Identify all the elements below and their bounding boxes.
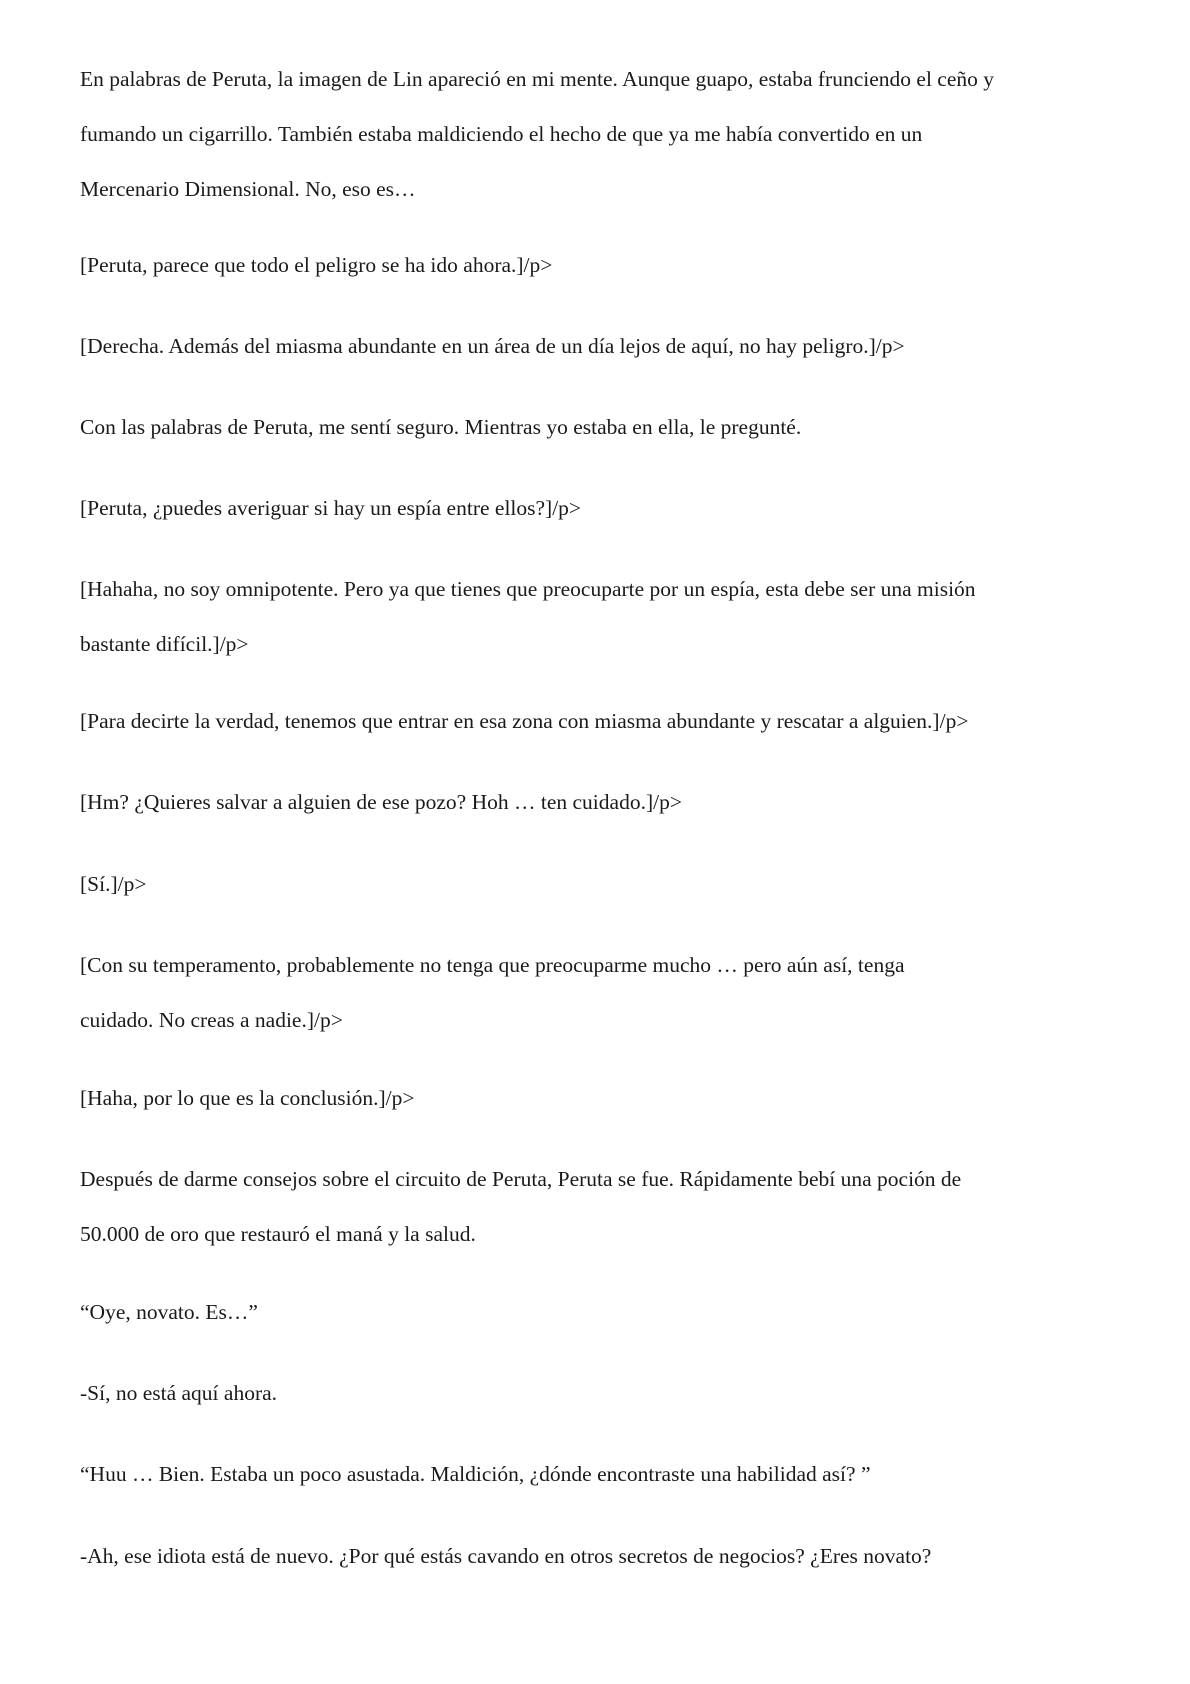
paragraph-9	[80, 857, 1120, 912]
paragraph-line: [Peruta, ¿puedes averiguar si hay un espía entre ellos?]/p>	[80, 496, 582, 520]
paragraph-line: [Con su temperamento, probablemente no tenga que preocuparme mucho … pero aún así, tenga	[80, 953, 905, 977]
paragraph-line: cuidado. No creas a nadie.]/p>	[80, 1008, 343, 1032]
paragraph-line: “Huu … Bien. Estaba un poco asustada. Maldición, ¿dónde encontraste una habilidad así? ”	[80, 1462, 871, 1486]
paragraph-line: fumando un cigarrillo. También estaba maldiciendo el hecho de que ya me había convertido en un	[80, 122, 923, 146]
paragraph-13	[80, 1285, 1120, 1340]
paragraph-16	[80, 1529, 1120, 1584]
paragraph-14	[80, 1366, 1120, 1421]
paragraph-11	[80, 1071, 1120, 1126]
paragraph-line: [Haha, por lo que es la conclusión.]/p>	[80, 1086, 415, 1110]
paragraph-line: Después de darme consejos sobre el circuito de Peruta, Peruta se fue. Rápidamente bebí una poción de	[80, 1167, 962, 1191]
paragraph-line: Con las palabras de Peruta, me sentí seguro. Mientras yo estaba en ella, le pregunté.	[80, 415, 802, 439]
paragraph-15	[80, 1447, 1120, 1502]
paragraph-line: [Sí.]/p>	[80, 872, 147, 896]
paragraph-line: En palabras de Peruta, la imagen de Lin apareció en mi mente. Aunque guapo, estaba frunciendo el ceño y	[80, 67, 995, 91]
paragraph-6	[80, 562, 1120, 672]
paragraph-5	[80, 481, 1120, 536]
paragraph-line: [Peruta, parece que todo el peligro se ha ido ahora.]/p>	[80, 253, 553, 277]
paragraph-line: bastante difícil.]/p>	[80, 632, 249, 656]
paragraph-line: -Ah, ese idiota está de nuevo. ¿Por qué estás cavando en otros secretos de negocios? ¿Eres novato?	[80, 1544, 932, 1568]
paragraph-line: [Para decirte la verdad, tenemos que entrar en esa zona con miasma abundante y rescatar a alguien.]/p>	[80, 709, 969, 733]
paragraph-line: 50.000 de oro que restauró el maná y la salud.	[80, 1222, 476, 1246]
paragraph-3	[80, 319, 1120, 374]
paragraph-line: -Sí, no está aquí ahora.	[80, 1381, 278, 1405]
paragraph-line: Mercenario Dimensional. No, eso es…	[80, 177, 416, 201]
paragraph-12	[80, 1152, 1120, 1262]
paragraph-line: [Hahaha, no soy omnipotente. Pero ya que tienes que preocuparte por un espía, esta debe ser una misión	[80, 577, 976, 601]
paragraph-line: “Oye, novato. Es…”	[80, 1300, 258, 1324]
paragraph-line: [Hm? ¿Quieres salvar a alguien de ese pozo? Hoh … ten cuidado.]/p>	[80, 790, 682, 814]
paragraph-1	[80, 52, 1120, 217]
paragraph-line: [Derecha. Además del miasma abundante en un área de un día lejos de aquí, no hay peligro.]/p>	[80, 334, 905, 358]
paragraph-10	[80, 938, 1120, 1048]
paragraph-2	[80, 238, 1120, 293]
paragraph-7	[80, 694, 1120, 749]
paragraph-4	[80, 400, 1120, 455]
paragraph-8	[80, 775, 1120, 830]
